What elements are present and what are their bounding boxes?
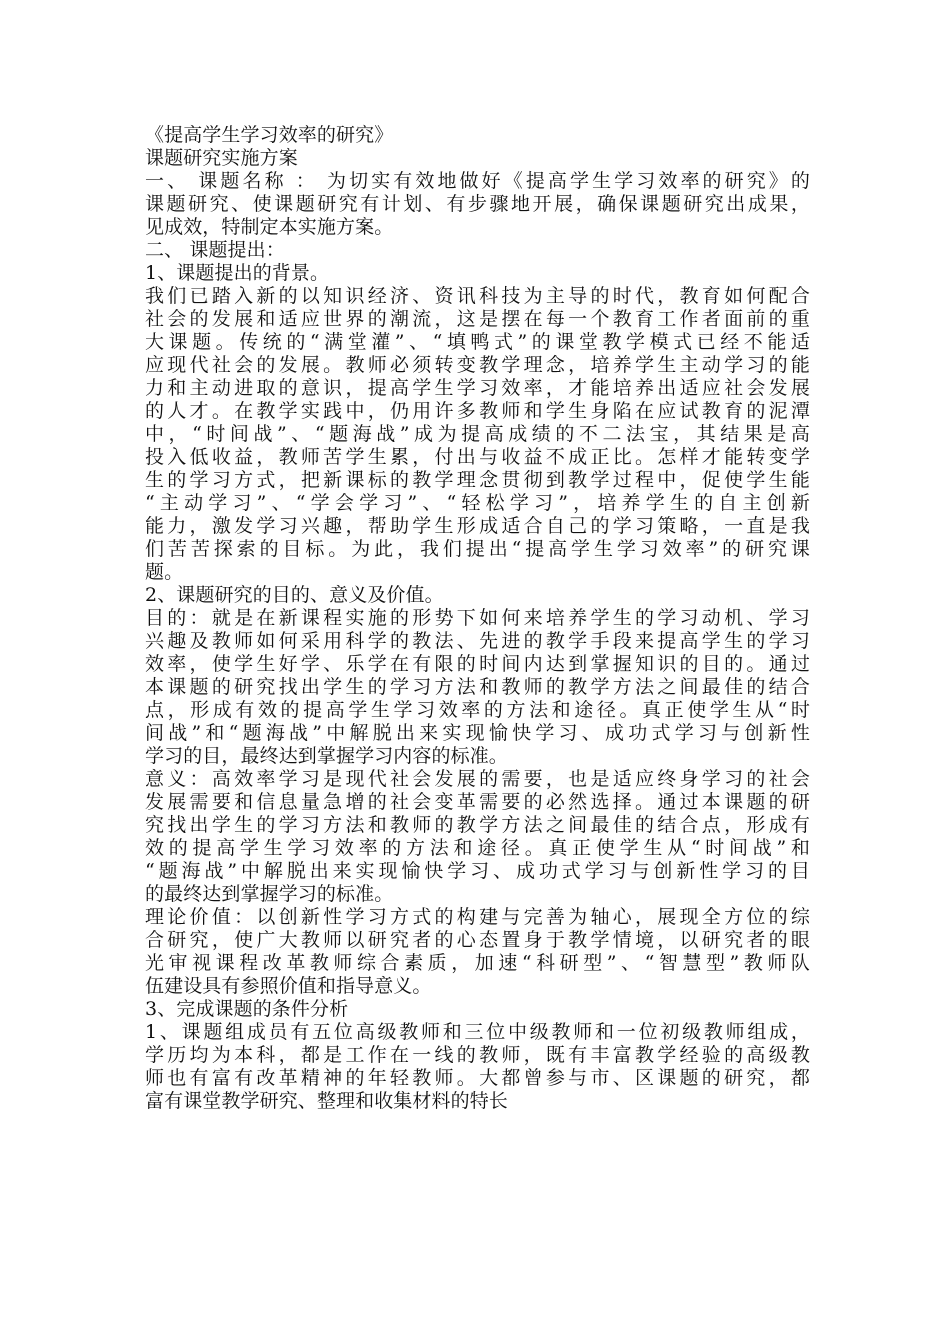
text-line: 效的提高学生学习效率的方法和途径。真正使学生从“时间战”和 — [145, 837, 810, 859]
text-line: 应现代社会的发展。教师必须转变教学理念，培养学生主动学习的能 — [145, 354, 810, 376]
text-line: 学习的目，最终达到掌握学习内容的标准。 — [145, 745, 508, 767]
text-line: 学历均为本科，都是工作在一线的教师，既有丰富教学经验的高级教 — [145, 1044, 810, 1066]
text-line: 见成效，特制定本实施方案。 — [145, 216, 394, 238]
text-line: 3、完成课题的条件分析 — [145, 998, 349, 1020]
text-line: 2、课题研究的目的、意义及价值。 — [145, 584, 444, 606]
text-line: 发展需要和信息量急增的社会变革需要的必然选择。通过本课题的研 — [145, 791, 810, 813]
text-line: 效率，使学生好学、乐学在有限的时间内达到掌握知识的目的。通过 — [145, 653, 810, 675]
text-line: 二、 课题提出： — [145, 239, 285, 261]
text-line: 间战”和“题海战”中解脱出来实现愉快学习、成功式学习与创新性 — [145, 722, 810, 744]
text-line: 1、课题组成员有五位高级教师和三位中级教师和一位初级教师组成， — [145, 1021, 810, 1043]
text-line: 课题研究、使课题研究有计划、有步骤地开展，确保课题研究出成果， — [145, 193, 810, 215]
text-line: 合研究，使广大教师以研究者的心态置身于教学情境，以研究者的眼 — [145, 929, 810, 951]
text-line: 的人才。在教学实践中，仍用许多教师和学生身陷在应试教育的泥潭 — [145, 400, 810, 422]
text-line: 们苦苦探索的目标。为此，我们提出“提高学生学习效率”的研究课 — [145, 538, 810, 560]
text-line: 意义：高效率学习是现代社会发展的需要，也是适应终身学习的社会 — [145, 768, 810, 790]
text-line: “题海战”中解脱出来实现愉快学习、成功式学习与创新性学习的目 — [145, 860, 810, 882]
text-line: 理论价值：以创新性学习方式的构建与完善为轴心，展现全方位的综 — [145, 906, 810, 928]
text-line: 社会的发展和适应世界的潮流，这是摆在每一个教育工作者面前的重 — [145, 308, 810, 330]
text-line: 目的：就是在新课程实施的形势下如何来培养学生的学习动机、学习 — [145, 607, 810, 629]
text-line: 投入低收益，教师苦学生累，付出与收益不成正比。怎样才能转变学 — [145, 446, 810, 468]
text-line: 一、 课题名称 ： 为切实有效地做好《提高学生学习效率的研究》的 — [145, 170, 810, 192]
text-line: 伍建设具有参照价值和指导意义。 — [145, 975, 432, 997]
text-line: 点，形成有效的提高学生学习效率的方法和途径。真正使学生从“时 — [145, 699, 810, 721]
text-line: 1、课题提出的背景。 — [145, 262, 330, 284]
text-line: 光审视课程改革教师综合素质，加速“科研型”、“智慧型”教师队 — [145, 952, 810, 974]
text-line: 师也有富有改革精神的年轻教师。大都曾参与市、区课题的研究，都 — [145, 1067, 810, 1089]
text-line: 大课题。传统的“满堂灌”、“填鸭式”的课堂教学模式已经不能适 — [145, 331, 810, 353]
text-line: 题。 — [145, 561, 184, 583]
text-line: 能力，激发学习兴趣，帮助学生形成适合自己的学习策略，一直是我 — [145, 515, 810, 537]
text-line: “主动学习”、“学会学习”、“轻松学习”，培养学生的自主创新 — [145, 492, 810, 514]
text-line: 我们已踏入新的以知识经济、资讯科技为主导的时代，教育如何配合 — [145, 285, 810, 307]
text-line: 的最终达到掌握学习的标准。 — [145, 883, 394, 905]
text-line: 力和主动进取的意识，提高学生学习效率，才能培养出适应社会发展 — [145, 377, 810, 399]
document-body — [145, 124, 810, 1113]
text-line: 究找出学生的学习方法和教师的教学方法之间最佳的结合点，形成有 — [145, 814, 810, 836]
text-line: 富有课堂教学研究、整理和收集材料的特长 — [145, 1090, 508, 1112]
document-title: 《提高学生学习效率的研究》 — [145, 124, 394, 146]
text-line: 本课题的研究找出学生的学习方法和教师的教学方法之间最佳的结合 — [145, 676, 810, 698]
document-subtitle: 课题研究实施方案 — [145, 147, 298, 169]
text-line: 生的学习方式，把新课标的教学理念贯彻到教学过程中，促使学生能 — [145, 469, 810, 491]
text-line: 兴趣及教师如何采用科学的教法、先进的教学手段来提高学生的学习 — [145, 630, 810, 652]
text-line: 中，“时间战”、“题海战”成为提高成绩的不二法宝，其结果是高 — [145, 423, 810, 445]
